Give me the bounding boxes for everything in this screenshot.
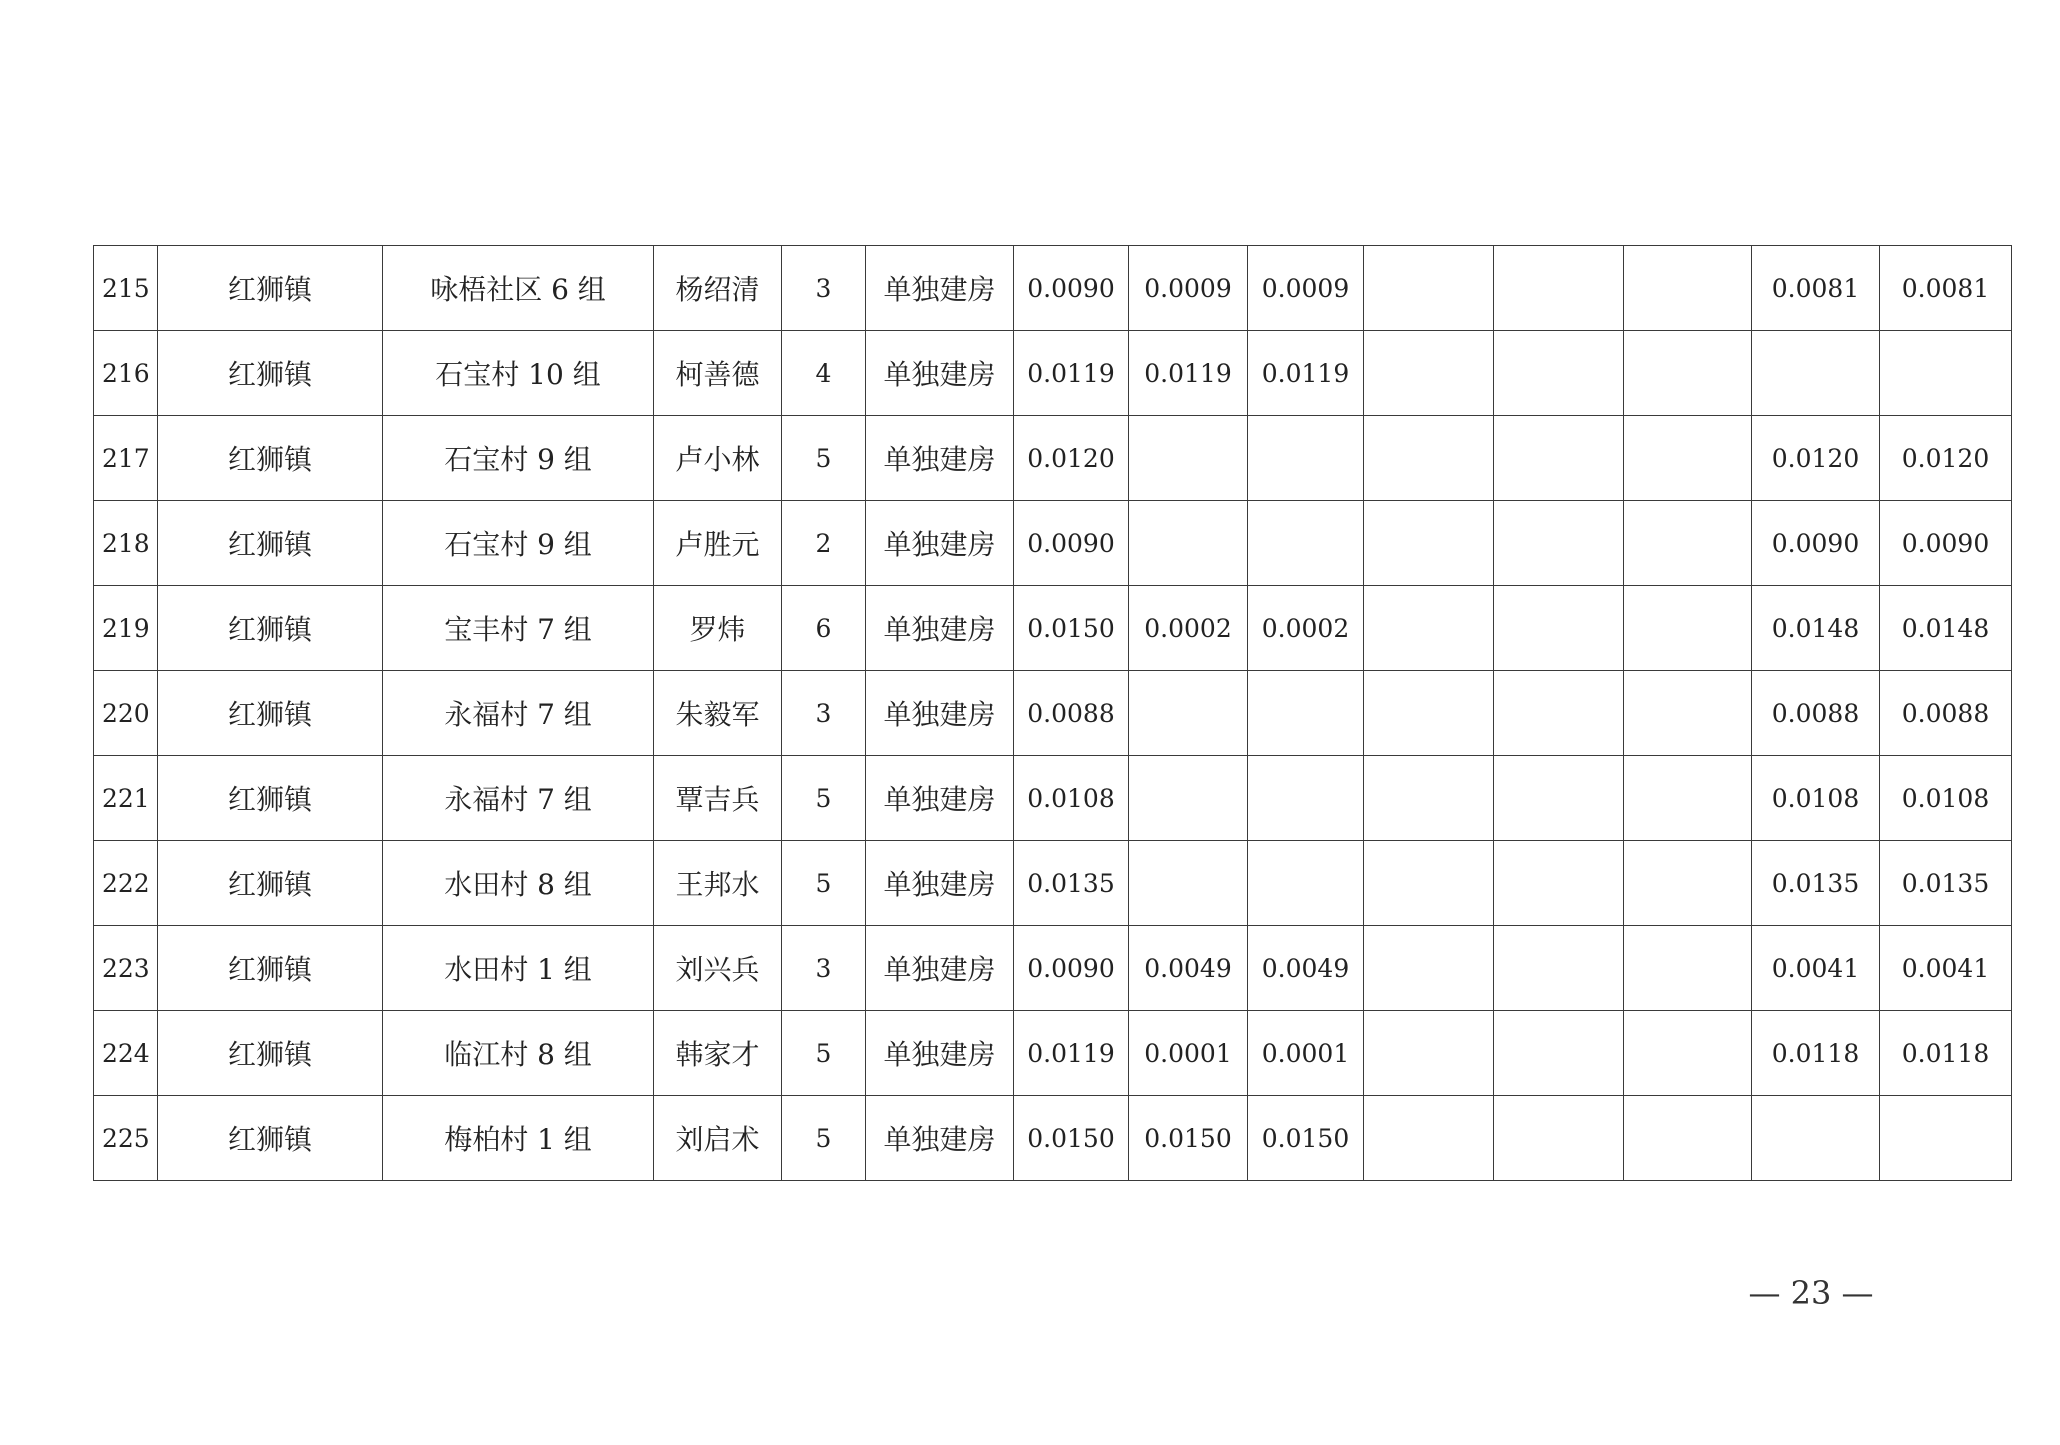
householder-name-cell: 韩家才 bbox=[654, 1011, 782, 1096]
household-size-cell: 3 bbox=[782, 246, 866, 331]
area-value-cell bbox=[1752, 331, 1880, 416]
householder-name-cell: 覃吉兵 bbox=[654, 756, 782, 841]
table-row bbox=[94, 586, 2012, 671]
household-size-cell: 2 bbox=[782, 501, 866, 586]
area-value-cell: 0.0118 bbox=[1752, 1011, 1880, 1096]
area-value-cell bbox=[1494, 586, 1624, 671]
area-value-cell: 0.0148 bbox=[1752, 586, 1880, 671]
serial-number-cell: 222 bbox=[94, 841, 158, 926]
area-value-cell bbox=[1624, 671, 1752, 756]
construction-type-cell: 单独建房 bbox=[866, 671, 1014, 756]
table-row bbox=[94, 331, 2012, 416]
household-size-cell: 5 bbox=[782, 756, 866, 841]
area-value-cell bbox=[1364, 671, 1494, 756]
area-value-cell bbox=[1364, 416, 1494, 501]
area-value-cell bbox=[1129, 416, 1248, 501]
area-value-cell: 0.0090 bbox=[1014, 246, 1129, 331]
area-value-cell bbox=[1880, 331, 2012, 416]
area-value-cell: 0.0049 bbox=[1129, 926, 1248, 1011]
town-cell: 红狮镇 bbox=[158, 586, 383, 671]
householder-name-cell: 朱毅军 bbox=[654, 671, 782, 756]
table-row bbox=[94, 246, 2012, 331]
area-value-cell bbox=[1364, 1096, 1494, 1181]
village-group-cell: 石宝村 9 组 bbox=[383, 501, 654, 586]
area-value-cell: 0.0090 bbox=[1880, 501, 2012, 586]
area-value-cell bbox=[1248, 671, 1364, 756]
construction-type-cell: 单独建房 bbox=[866, 416, 1014, 501]
town-cell: 红狮镇 bbox=[158, 671, 383, 756]
table-row bbox=[94, 671, 2012, 756]
area-value-cell bbox=[1494, 926, 1624, 1011]
area-value-cell: 0.0041 bbox=[1880, 926, 2012, 1011]
table-row bbox=[94, 841, 2012, 926]
area-value-cell bbox=[1129, 756, 1248, 841]
village-group-cell: 水田村 1 组 bbox=[383, 926, 654, 1011]
area-value-cell: 0.0041 bbox=[1752, 926, 1880, 1011]
town-cell: 红狮镇 bbox=[158, 926, 383, 1011]
area-value-cell bbox=[1364, 331, 1494, 416]
table-row bbox=[94, 926, 2012, 1011]
area-value-cell bbox=[1624, 926, 1752, 1011]
household-size-cell: 3 bbox=[782, 671, 866, 756]
area-value-cell: 0.0088 bbox=[1752, 671, 1880, 756]
area-value-cell bbox=[1494, 331, 1624, 416]
area-value-cell: 0.0119 bbox=[1014, 1011, 1129, 1096]
household-size-cell: 5 bbox=[782, 841, 866, 926]
area-value-cell: 0.0135 bbox=[1752, 841, 1880, 926]
area-value-cell bbox=[1364, 1011, 1494, 1096]
construction-type-cell: 单独建房 bbox=[866, 246, 1014, 331]
area-value-cell bbox=[1364, 586, 1494, 671]
householder-name-cell: 王邦水 bbox=[654, 841, 782, 926]
area-value-cell: 0.0150 bbox=[1014, 1096, 1129, 1181]
serial-number-cell: 224 bbox=[94, 1011, 158, 1096]
area-value-cell bbox=[1624, 331, 1752, 416]
area-value-cell bbox=[1494, 841, 1624, 926]
area-value-cell bbox=[1248, 756, 1364, 841]
construction-type-cell: 单独建房 bbox=[866, 926, 1014, 1011]
area-value-cell: 0.0049 bbox=[1248, 926, 1364, 1011]
household-size-cell: 3 bbox=[782, 926, 866, 1011]
area-value-cell: 0.0088 bbox=[1880, 671, 2012, 756]
householder-name-cell: 刘兴兵 bbox=[654, 926, 782, 1011]
construction-type-cell: 单独建房 bbox=[866, 1096, 1014, 1181]
serial-number-cell: 219 bbox=[94, 586, 158, 671]
serial-number-cell: 215 bbox=[94, 246, 158, 331]
area-value-cell bbox=[1129, 501, 1248, 586]
area-value-cell: 0.0118 bbox=[1880, 1011, 2012, 1096]
area-value-cell bbox=[1494, 1096, 1624, 1181]
area-value-cell: 0.0009 bbox=[1129, 246, 1248, 331]
serial-number-cell: 221 bbox=[94, 756, 158, 841]
householder-name-cell: 柯善德 bbox=[654, 331, 782, 416]
serial-number-cell: 217 bbox=[94, 416, 158, 501]
area-value-cell: 0.0119 bbox=[1248, 331, 1364, 416]
area-value-cell bbox=[1364, 841, 1494, 926]
area-value-cell: 0.0009 bbox=[1248, 246, 1364, 331]
construction-type-cell: 单独建房 bbox=[866, 501, 1014, 586]
table-row bbox=[94, 1011, 2012, 1096]
household-size-cell: 5 bbox=[782, 1096, 866, 1181]
area-value-cell: 0.0148 bbox=[1880, 586, 2012, 671]
area-value-cell: 0.0120 bbox=[1014, 416, 1129, 501]
area-value-cell: 0.0002 bbox=[1129, 586, 1248, 671]
area-value-cell bbox=[1248, 841, 1364, 926]
area-value-cell bbox=[1494, 671, 1624, 756]
town-cell: 红狮镇 bbox=[158, 331, 383, 416]
area-value-cell bbox=[1248, 501, 1364, 586]
village-group-cell: 石宝村 10 组 bbox=[383, 331, 654, 416]
area-value-cell: 0.0108 bbox=[1752, 756, 1880, 841]
town-cell: 红狮镇 bbox=[158, 841, 383, 926]
page-number: — 23 — bbox=[1748, 1274, 1874, 1312]
area-value-cell: 0.0108 bbox=[1880, 756, 2012, 841]
area-value-cell: 0.0001 bbox=[1129, 1011, 1248, 1096]
table-row bbox=[94, 416, 2012, 501]
village-group-cell: 临江村 8 组 bbox=[383, 1011, 654, 1096]
village-group-cell: 梅柏村 1 组 bbox=[383, 1096, 654, 1181]
householder-name-cell: 卢小林 bbox=[654, 416, 782, 501]
village-group-cell: 永福村 7 组 bbox=[383, 756, 654, 841]
area-value-cell bbox=[1880, 1096, 2012, 1181]
area-value-cell: 0.0090 bbox=[1014, 926, 1129, 1011]
area-value-cell bbox=[1494, 501, 1624, 586]
area-value-cell bbox=[1624, 841, 1752, 926]
household-size-cell: 4 bbox=[782, 331, 866, 416]
serial-number-cell: 218 bbox=[94, 501, 158, 586]
area-value-cell: 0.0108 bbox=[1014, 756, 1129, 841]
area-value-cell bbox=[1364, 926, 1494, 1011]
area-value-cell bbox=[1752, 1096, 1880, 1181]
area-value-cell: 0.0150 bbox=[1248, 1096, 1364, 1181]
area-value-cell: 0.0090 bbox=[1752, 501, 1880, 586]
town-cell: 红狮镇 bbox=[158, 501, 383, 586]
village-group-cell: 咏梧社区 6 组 bbox=[383, 246, 654, 331]
table-row bbox=[94, 501, 2012, 586]
construction-type-cell: 单独建房 bbox=[866, 841, 1014, 926]
area-value-cell: 0.0081 bbox=[1880, 246, 2012, 331]
area-value-cell bbox=[1624, 416, 1752, 501]
serial-number-cell: 225 bbox=[94, 1096, 158, 1181]
town-cell: 红狮镇 bbox=[158, 246, 383, 331]
area-value-cell bbox=[1494, 246, 1624, 331]
area-value-cell bbox=[1624, 586, 1752, 671]
area-value-cell bbox=[1624, 756, 1752, 841]
construction-type-cell: 单独建房 bbox=[866, 331, 1014, 416]
area-value-cell bbox=[1364, 246, 1494, 331]
land-record-table bbox=[93, 245, 2012, 1181]
area-value-cell bbox=[1624, 501, 1752, 586]
area-value-cell bbox=[1494, 756, 1624, 841]
area-value-cell bbox=[1494, 1011, 1624, 1096]
area-value-cell: 0.0120 bbox=[1752, 416, 1880, 501]
area-value-cell: 0.0001 bbox=[1248, 1011, 1364, 1096]
area-value-cell: 0.0119 bbox=[1129, 331, 1248, 416]
householder-name-cell: 罗炜 bbox=[654, 586, 782, 671]
construction-type-cell: 单独建房 bbox=[866, 586, 1014, 671]
area-value-cell bbox=[1624, 1011, 1752, 1096]
construction-type-cell: 单独建房 bbox=[866, 756, 1014, 841]
serial-number-cell: 223 bbox=[94, 926, 158, 1011]
area-value-cell: 0.0090 bbox=[1014, 501, 1129, 586]
area-value-cell: 0.0150 bbox=[1129, 1096, 1248, 1181]
area-value-cell bbox=[1364, 756, 1494, 841]
area-value-cell: 0.0120 bbox=[1880, 416, 2012, 501]
town-cell: 红狮镇 bbox=[158, 756, 383, 841]
household-size-cell: 6 bbox=[782, 586, 866, 671]
area-value-cell bbox=[1494, 416, 1624, 501]
area-value-cell bbox=[1129, 671, 1248, 756]
area-value-cell bbox=[1624, 1096, 1752, 1181]
householder-name-cell: 刘启术 bbox=[654, 1096, 782, 1181]
serial-number-cell: 220 bbox=[94, 671, 158, 756]
household-size-cell: 5 bbox=[782, 1011, 866, 1096]
table-row bbox=[94, 756, 2012, 841]
table-body bbox=[94, 246, 2012, 1181]
village-group-cell: 水田村 8 组 bbox=[383, 841, 654, 926]
household-size-cell: 5 bbox=[782, 416, 866, 501]
village-group-cell: 宝丰村 7 组 bbox=[383, 586, 654, 671]
area-value-cell bbox=[1364, 501, 1494, 586]
area-value-cell bbox=[1624, 246, 1752, 331]
householder-name-cell: 杨绍清 bbox=[654, 246, 782, 331]
area-value-cell: 0.0088 bbox=[1014, 671, 1129, 756]
construction-type-cell: 单独建房 bbox=[866, 1011, 1014, 1096]
village-group-cell: 石宝村 9 组 bbox=[383, 416, 654, 501]
area-value-cell: 0.0150 bbox=[1014, 586, 1129, 671]
town-cell: 红狮镇 bbox=[158, 1011, 383, 1096]
town-cell: 红狮镇 bbox=[158, 1096, 383, 1181]
area-value-cell bbox=[1129, 841, 1248, 926]
table-row bbox=[94, 1096, 2012, 1181]
area-value-cell: 0.0135 bbox=[1880, 841, 2012, 926]
village-group-cell: 永福村 7 组 bbox=[383, 671, 654, 756]
area-value-cell bbox=[1248, 416, 1364, 501]
serial-number-cell: 216 bbox=[94, 331, 158, 416]
area-value-cell: 0.0135 bbox=[1014, 841, 1129, 926]
area-value-cell: 0.0081 bbox=[1752, 246, 1880, 331]
town-cell: 红狮镇 bbox=[158, 416, 383, 501]
area-value-cell: 0.0119 bbox=[1014, 331, 1129, 416]
householder-name-cell: 卢胜元 bbox=[654, 501, 782, 586]
area-value-cell: 0.0002 bbox=[1248, 586, 1364, 671]
